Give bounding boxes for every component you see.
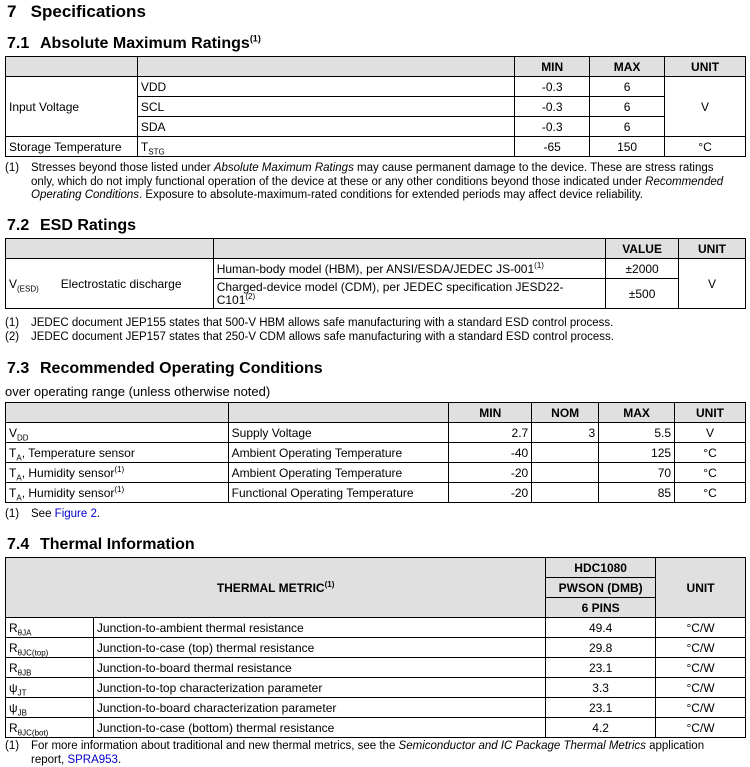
esd-table [5, 238, 746, 309]
sym-cell [6, 443, 229, 463]
roc-header-max: MAX [599, 403, 675, 423]
param-cell: Functional Operating Temperature [228, 483, 449, 503]
footnote-italic: Operating Conditions [31, 189, 140, 201]
param-subscript: STG [148, 146, 165, 156]
min-cell: -65 [515, 137, 590, 157]
s73-number: 7.3 [7, 360, 30, 377]
input-voltage-label: Input Voltage [6, 77, 138, 137]
table-row [6, 698, 746, 718]
s72-heading [7, 217, 136, 235]
desc-cell: Junction-to-board thermal resistance [93, 658, 545, 678]
package-header: PWSON (DMB) [546, 578, 656, 598]
sym: R [9, 640, 18, 655]
min-cell: -0.3 [515, 117, 590, 137]
storage-label: Storage Temperature [6, 137, 138, 157]
desc-cell: Junction-to-board characterization parameter [93, 698, 545, 718]
s72-title: ESD Ratings [40, 217, 137, 234]
min-cell: -40 [449, 443, 532, 463]
metric-header-footnote: (1) [324, 579, 335, 589]
footnote-part: only, which do not imply functional operation of the device at these or any other conditions beyond those indicated under [31, 175, 646, 188]
param-symbol: T [140, 139, 149, 154]
max-cell: 6 [590, 117, 665, 137]
unit-cell: V [675, 423, 746, 443]
thermal-unit-header: UNIT [656, 558, 746, 618]
unit-cell: °C/W [656, 698, 746, 718]
esd-symbol: V [9, 276, 18, 291]
sym: R [9, 620, 18, 635]
sym-cell [6, 638, 94, 658]
sym-subscript: θJC(bot) [17, 727, 49, 737]
footnote-part: . Exposure to absolute-maximum-rated conditions for extended periods may affect device reliability. [139, 189, 643, 201]
s73-subtitle: over operating range (unless otherwise noted) [5, 384, 271, 399]
device-header: HDC1080 [546, 558, 656, 578]
roc-header-row [6, 403, 746, 423]
thermal-metric-header [6, 558, 546, 618]
unit-cell: °C [675, 463, 746, 483]
min-cell: -20 [449, 483, 532, 503]
max-cell: 6 [590, 77, 665, 97]
footnote-text: JEDEC document JEP155 states that 500-V HBM allows safe manufacturing with a standard ESD control process. [31, 317, 614, 329]
sym-subscript: A [16, 472, 22, 482]
sym: R [9, 720, 18, 735]
sym-subscript: θJB [17, 667, 32, 677]
esd-symbol-cell [6, 259, 214, 309]
section-heading [7, 2, 146, 22]
footnote-part: report, [31, 753, 68, 766]
unit-cell: °C [675, 443, 746, 463]
footnote-text [31, 740, 747, 767]
cdm-text: Charged-device model (CDM), per JEDEC specification JESD22- [216, 279, 564, 294]
param-cell: Ambient Operating Temperature [228, 463, 449, 483]
value-cell: 29.8 [546, 638, 656, 658]
unit-cell: °C/W [656, 678, 746, 698]
sym-footnote: (1) [114, 464, 125, 474]
sym-subscript: θJA [17, 627, 32, 637]
abs-max-header-min: MIN [515, 57, 590, 77]
nom-cell: 3 [532, 423, 599, 443]
thermal-table [5, 557, 746, 738]
esd-header-value: VALUE [606, 239, 679, 259]
param-cell: Ambient Operating Temperature [228, 443, 449, 463]
sym-subscript: JB [17, 707, 27, 717]
footnote-italic: Absolute Maximum Ratings [213, 162, 354, 174]
esd-header-row [6, 239, 746, 259]
sym: T [9, 485, 17, 500]
value-cell: 23.1 [546, 658, 656, 678]
value-cell: 3.3 [546, 678, 656, 698]
sym-subscript: θJC(top) [17, 647, 49, 657]
desc-cell: Junction-to-top characterization parameter [93, 678, 545, 698]
sym-cell [6, 718, 94, 738]
cdm-value: ±500 [606, 279, 679, 309]
value-cell: 49.4 [546, 618, 656, 638]
unit-cell: °C/W [656, 658, 746, 678]
esd-description: Electrostatic discharge [60, 276, 182, 291]
nom-cell [532, 443, 599, 463]
footnote-part: . [96, 508, 101, 520]
table-row [6, 483, 746, 503]
sym: R [9, 660, 18, 675]
roc-header-blank2 [228, 403, 449, 423]
sym: T [9, 445, 17, 460]
min-cell: 2.7 [449, 423, 532, 443]
sym: ψ [9, 700, 18, 715]
footnote-number: (1) [5, 508, 20, 520]
min-cell: -0.3 [515, 77, 590, 97]
table-row [6, 423, 746, 443]
footnote-text [31, 508, 100, 522]
esd-header-unit: UNIT [679, 239, 746, 259]
hbm-text: Human-body model (HBM), per ANSI/ESDA/JEDEC JS-001 [216, 261, 535, 276]
sym-cell [6, 678, 94, 698]
cdm-text-2: C101 [216, 292, 246, 307]
pins-header: 6 PINS [546, 598, 656, 618]
hbm-cell [213, 259, 605, 279]
max-cell: 70 [599, 463, 675, 483]
max-cell: 6 [590, 97, 665, 117]
table-row [6, 137, 746, 157]
desc-cell: Junction-to-case (top) thermal resistance [93, 638, 545, 658]
abs-max-header-row [6, 57, 746, 77]
table-row [6, 638, 746, 658]
roc-header-nom: NOM [532, 403, 599, 423]
min-cell: -0.3 [515, 97, 590, 117]
sym-cell [6, 483, 229, 503]
unit-cell: °C [675, 483, 746, 503]
s71-title: Absolute Maximum Ratings [40, 35, 250, 52]
sym-cell [6, 423, 229, 443]
unit-cell: °C/W [656, 718, 746, 738]
max-cell: 150 [590, 137, 665, 157]
unit-cell: °C/W [656, 618, 746, 638]
value-cell: 4.2 [546, 718, 656, 738]
roc-header-blank [6, 403, 229, 423]
s73-title: Recommended Operating Conditions [40, 360, 323, 377]
unit-cell: °C [665, 137, 746, 157]
abs-max-header-blank2 [137, 57, 514, 77]
max-cell: 5.5 [599, 423, 675, 443]
sym-label: , Temperature sensor [21, 445, 135, 460]
footnote-number: (1) [5, 162, 20, 174]
abs-max-header-max: MAX [590, 57, 665, 77]
sym-cell [6, 698, 94, 718]
sym-subscript: A [16, 492, 22, 502]
unit-cell: V [665, 77, 746, 137]
s74-heading [7, 536, 195, 554]
sym: T [9, 465, 17, 480]
footnote-part: See [31, 508, 55, 520]
abs-max-table [5, 56, 746, 157]
sym: V [9, 425, 18, 440]
param-cell: SCL [137, 97, 514, 117]
max-cell: 85 [599, 483, 675, 503]
footnote-part: may cause permanent damage to the device. These are stress ratings [353, 162, 714, 174]
esd-header-blank [6, 239, 214, 259]
footnote-part: application [645, 740, 705, 752]
s74-number: 7.4 [7, 536, 30, 553]
sym-subscript: A [16, 452, 22, 462]
thermal-header-row [6, 558, 746, 578]
footnote-italic: Semiconductor and IC Package Thermal Metrics [398, 740, 646, 752]
param-cell: SDA [137, 117, 514, 137]
table-row [6, 77, 746, 97]
sym-label: , Humidity sensor [21, 465, 115, 480]
table-row [6, 618, 746, 638]
esd-unit: V [679, 259, 746, 309]
section-number: 7 [7, 2, 17, 21]
section-title: Specifications [30, 2, 146, 21]
footnote-text: JEDEC document JEP157 states that 250-V CDM allows safe manufacturing with a standard ESD control process. [31, 331, 614, 343]
param-cell [137, 137, 514, 157]
roc-header-min: MIN [449, 403, 532, 423]
unit-cell: °C/W [656, 638, 746, 658]
footnote-part: Stresses beyond those listed under [31, 162, 214, 174]
sym-cell [6, 463, 229, 483]
s74-footnote [5, 740, 747, 766]
cdm-cell [213, 279, 605, 309]
max-cell: 125 [599, 443, 675, 463]
sym-subscript: JT [17, 687, 27, 697]
hbm-footnote: (1) [534, 260, 544, 270]
sym-cell [6, 658, 94, 678]
hbm-value: ±2000 [606, 259, 679, 279]
cdm-footnote: (2) [245, 291, 256, 301]
s74-title: Thermal Information [40, 536, 195, 553]
table-row [6, 718, 746, 738]
abs-max-header-blank [6, 57, 138, 77]
sym: ψ [9, 680, 18, 695]
desc-cell: Junction-to-case (bottom) thermal resistance [93, 718, 545, 738]
footnote-part: For more information about traditional and new thermal metrics, see the [31, 740, 399, 752]
footnote-part: . [117, 753, 122, 766]
metric-header-text: THERMAL METRIC [216, 580, 325, 595]
footnote-number: (1) [5, 740, 20, 752]
esd-header-blank2 [213, 239, 605, 259]
table-row [6, 678, 746, 698]
sym-label: , Humidity sensor [21, 485, 115, 500]
table-row [6, 658, 746, 678]
s71-footnote [5, 162, 747, 204]
s71-heading [7, 35, 261, 53]
param-cell: Supply Voltage [228, 423, 449, 443]
s71-number: 7.1 [7, 35, 30, 52]
sym-subscript: DD [17, 432, 29, 442]
roc-table [5, 402, 746, 503]
sym-cell [6, 618, 94, 638]
footnote-number: (2) [5, 331, 20, 343]
table-row [6, 443, 746, 463]
param-cell: VDD [137, 77, 514, 97]
footnote-italic: Recommended [645, 175, 724, 188]
footnote-text [31, 162, 747, 203]
s72-footnotes [5, 317, 747, 345]
roc-header-unit: UNIT [675, 403, 746, 423]
s72-number: 7.2 [7, 217, 30, 234]
footnote-number: (1) [5, 317, 20, 329]
value-cell: 23.1 [546, 698, 656, 718]
min-cell: -20 [449, 463, 532, 483]
table-row [6, 259, 746, 279]
spra953-link[interactable]: SPRA953 [67, 753, 118, 766]
s73-heading [7, 360, 323, 378]
figure-2-link[interactable]: Figure 2 [54, 508, 97, 520]
abs-max-header-unit: UNIT [665, 57, 746, 77]
s73-footnote [5, 508, 305, 522]
esd-symbol-subscript: (ESD) [17, 283, 39, 293]
s71-title-footnote: (1) [249, 33, 261, 44]
sym-footnote: (1) [114, 484, 125, 494]
desc-cell: Junction-to-ambient thermal resistance [93, 618, 545, 638]
nom-cell [532, 463, 599, 483]
nom-cell [532, 483, 599, 503]
table-row [6, 463, 746, 483]
